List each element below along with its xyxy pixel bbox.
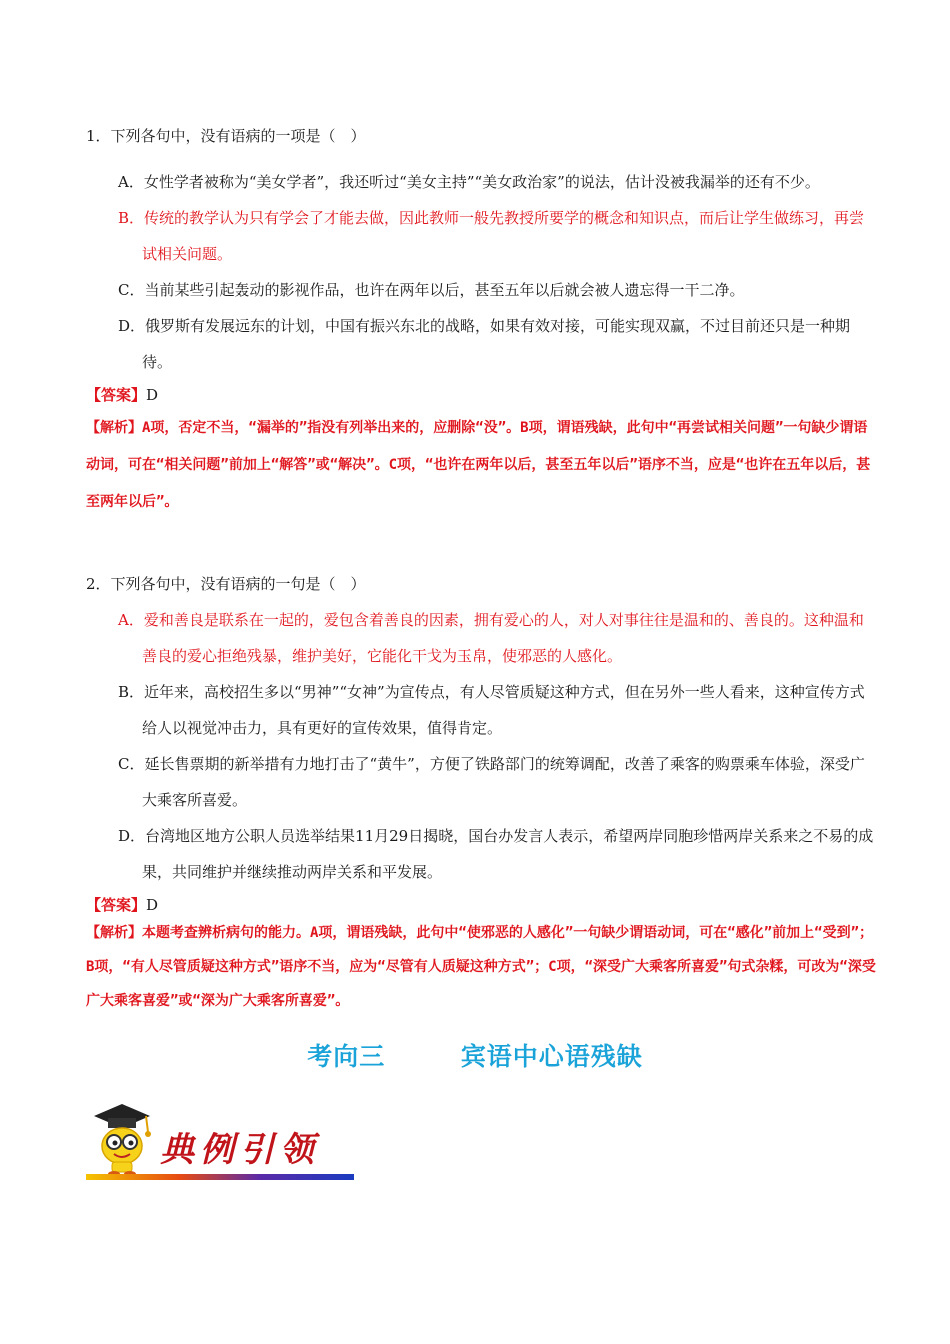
answer-tag: 【答案】 (86, 896, 147, 914)
answer-value: D (146, 386, 159, 404)
answer (86, 894, 876, 916)
explanation-text: 本题考查辨析病句的能力。A项，谓语残缺，此句中“使邪恶的人感化”一句缺少谓语动词，可在“感化”前加上“受到”；B项，“有人尽管质疑这种方式”语序不当，应为“尽管有人质疑这种方式”；C项，“深受广大乘客所喜爱”句式杂糅，可改为“深受广大乘客喜爱”或“深为广大乘客所喜爱”。 (86, 925, 876, 1009)
question-stem: 2．下列各句中，没有语病的一句是（ ） (86, 575, 366, 593)
example-banner (86, 1102, 356, 1182)
question-stem: 1．下列各句中，没有语病的一项是（ ） (86, 127, 366, 145)
banner-underline (86, 1174, 354, 1180)
banner-title: 典例引领 (160, 1130, 320, 1170)
question-1 (86, 126, 876, 521)
option-c: C．延长售票期的新举措有力地打击了“黄牛”，方便了铁路部门的统筹调配，改善了乘客的购票乘车体验，深受广大乘客所喜爱。 (118, 755, 865, 809)
option-d: D．俄罗斯有发展远东的计划，中国有振兴东北的战略，如果有效对接，可能实现双赢，不过目前还只是一种期待。 (118, 317, 851, 371)
explanation-tag: 【解析】 (86, 420, 142, 436)
answer-tag: 【答案】 (86, 386, 147, 404)
option-c: C．当前某些引起轰动的影视作品，也许在两年以后，甚至五年以后就会被人遗忘得一干二净。 (118, 281, 745, 299)
option-a: A．爱和善良是联系在一起的，爱包含着善良的因素，拥有爱心的人，对人对事往往是温和的、善良的。这种温和善良的爱心拒绝残暴，维护美好，它能化干戈为玉帛，使邪恶的人感化。 (118, 611, 864, 665)
explanation-text: A项，否定不当，“漏举的”指没有列举出来的，应删除“没”。B项，谓语残缺，此句中“再尝试相关问题”一句缺少谓语动词，可在“相关问题”前加上“解答”或“解决”。C项，“也许在两年以后，甚至五年以后”语序不当，应是“也许在五年以后，甚至两年以后”。 (86, 420, 871, 510)
question-2 (86, 574, 876, 1018)
answer (86, 384, 876, 406)
section-heading (0, 1037, 950, 1073)
option-d: D．台湾地区地方公职人员选举结果11月29日揭晓，国台办发言人表示，希望两岸同胞珍惜两岸关系来之不易的成果，共同维护并继续推动两岸关系和平发展。 (118, 827, 874, 881)
option-b: B．传统的教学认为只有学会了才能去做，因此教师一般先教授所要学的概念和知识点，而后让学生做练习，再尝试相关问题。 (118, 209, 865, 263)
explanation (86, 916, 876, 1018)
section-title: 宾语中心语残缺 (460, 1042, 643, 1071)
explanation-tag: 【解析】 (86, 925, 142, 941)
section-label: 考向三 (307, 1042, 386, 1071)
option-a: A．女性学者被称为“美女学者”，我还听过“美女主持”“美女政治家”的说法，估计没被我漏举的还有不少。 (118, 173, 820, 191)
option-b: B．近年来，高校招生多以“男神”“女神”为宣传点，有人尽管质疑这种方式，但在另外一些人看来，这种宣传方式给人以视觉冲击力，具有更好的宣传效果，值得肯定。 (118, 683, 865, 737)
explanation (86, 410, 876, 521)
graduate-mascot-icon (86, 1102, 158, 1178)
answer-value: D (146, 896, 159, 914)
